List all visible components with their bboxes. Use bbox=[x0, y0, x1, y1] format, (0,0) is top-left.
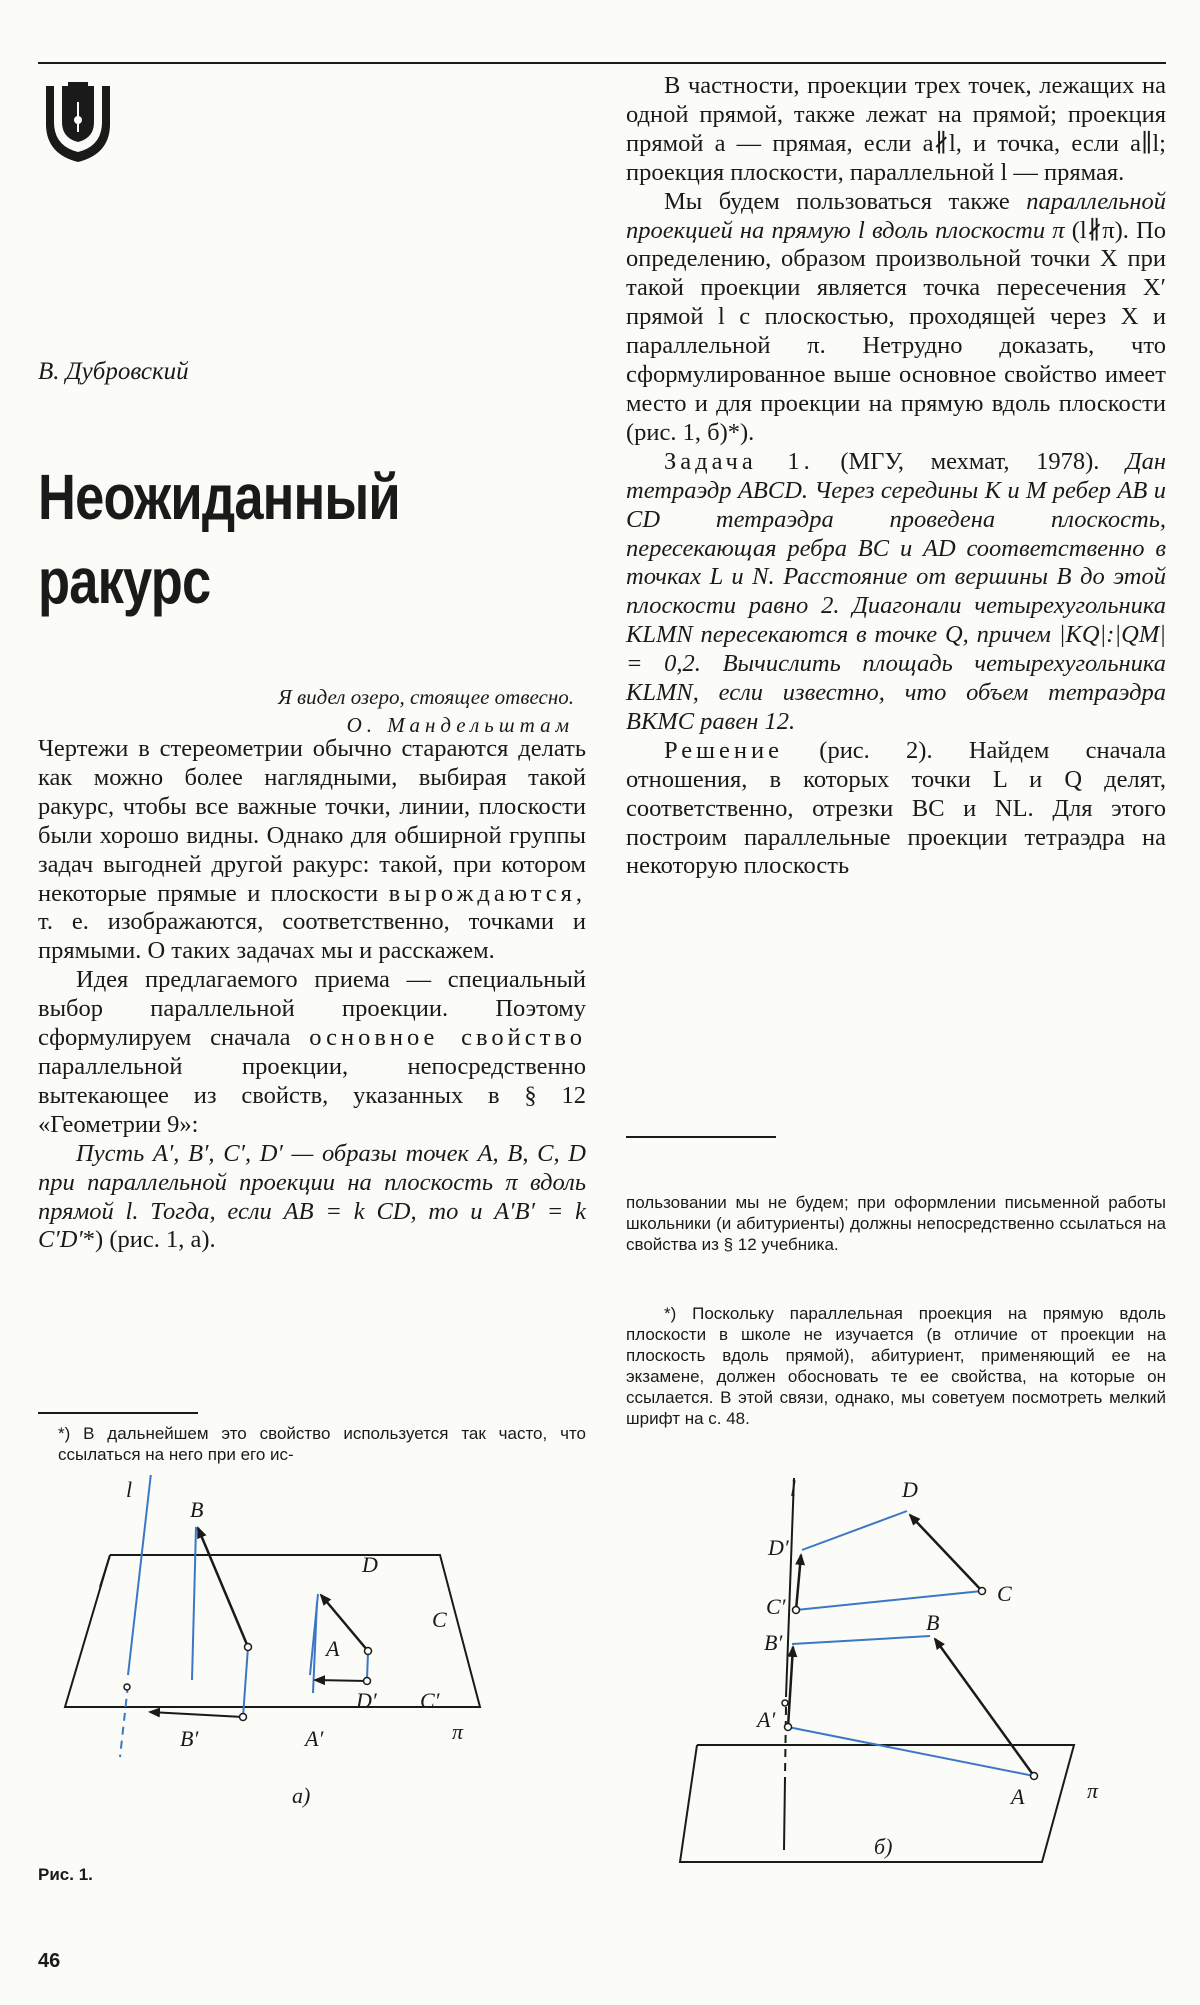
task-paragraph: Задача 1. (МГУ, мехмат, 1978). Дан тетраэдр ABCD. Через середины K и M ребер AB и CD тетраэдра проведена плоскость, пересекающая ребра BC и AD соответственно в точках L и N. Расстояние от вершины B до этой плоскости равно 2. Диагонали четырехугольника KLMN пересекаются в точке Q, причем |KQ|:|QM| = 0,2. Вычислить площадь четырехугольника KLMN, если известно, что объем тетраэдра BKMC равен 12. bbox=[626, 447, 1167, 735]
epigraph-author: О. Мандельштам bbox=[346, 713, 574, 737]
label-pi: π bbox=[1087, 1778, 1099, 1803]
paragraph: Мы будем пользоваться также параллельной проекцией на прямую l вдоль плоскости π (l∦π). По определению, образом произвольной точки X при такой проекции является точка пересечения X′ прямой l с плоскостью, проходящей через X и параллельной π. Нетрудно доказать, что сформулированное выше основное свойство имеет место и для проекции на прямую вдоль плоскости (рис. 1, б)*). bbox=[626, 187, 1166, 446]
label-B: B bbox=[926, 1610, 940, 1635]
epigraph bbox=[278, 683, 574, 739]
figure-caption: Рис. 1. bbox=[38, 1865, 93, 1884]
figure-a-sublabel: а) bbox=[292, 1783, 311, 1808]
label-Ap: A′ bbox=[757, 1707, 776, 1732]
paragraph: Чертежи в стереометрии обычно стараются делать как можно более наглядными, выбирая такой ракурс, чтобы все важные точки, линии, плоскости были хорошо видны. Однако для обширной группы задач выгодней другой ракурс: такой, при котором некоторые прямые и плоскости вырождаются, т. е. изображаются, соответственно, точками и прямыми. О таких задачах мы и расскажем. bbox=[38, 735, 587, 965]
label-C: C bbox=[432, 1607, 447, 1632]
solution-paragraph: Решение (рис. 2). Найдем сначала отношения, в которых точки L и Q делят, соответственно, отрезки BC и NL. Для этого построим параллельные проекции тетраэдра на некоторую плоскость bbox=[626, 736, 1167, 880]
title-line-2: ракурс bbox=[38, 545, 211, 617]
line-l bbox=[128, 1475, 151, 1675]
figure-b bbox=[612, 1475, 1172, 1870]
label-Cp: C′ bbox=[420, 1688, 440, 1713]
footnote-right-second: *) Поскольку параллельная проекция на прямую вдоль плоскости в школе не изучается (в отличие от проекции на плоскость вдоль прямой), абитуриент, применяющий ее на экзамене, должен обосновать те ее свойства, на которые он ссылается. В этой связи, однако, мы советуем посмотреть мелкий шрифт на с. 48. bbox=[626, 1304, 1166, 1428]
label-B: B bbox=[190, 1497, 204, 1522]
title-line-1: Неожиданный bbox=[38, 461, 400, 533]
paragraph: Идея предлагаемого приема — специальный выбор параллельной проекции. Поэтому сформулируем сначала основное свойство параллельной проекции, непосредственно вытекающее из свойств, указанных в § 12 «Геометрии 9»: bbox=[38, 966, 586, 1138]
theorem-paragraph: Пусть A′, B′, C′, D′ — образы точек A, B, C, D при параллельной проекции на плоскость π вдоль прямой l. Тогда, если AB = k CD, то и A′B′ = k C′D′*) (рис. 1, а). bbox=[38, 1139, 586, 1254]
label-D: D bbox=[362, 1552, 378, 1577]
footnote-right-continued: пользовании мы не будем; при оформлении письменной работы школьники (и абитуриенты) должны непосредственно ссылаться на свойства из § 12 учебника. bbox=[626, 1193, 1166, 1254]
figure-a bbox=[30, 1475, 580, 1860]
label-Cp: C′ bbox=[766, 1594, 786, 1619]
label-Dp: D′ bbox=[356, 1688, 377, 1713]
label-C: C bbox=[997, 1581, 1012, 1606]
label-Bp: B′ bbox=[180, 1726, 199, 1751]
label-pi: π bbox=[452, 1719, 464, 1744]
author: В. Дубровский bbox=[38, 358, 189, 385]
paragraph: В частности, проекции трех точек, лежащих на одной прямой, также лежат на прямой; проекция прямой a — прямая, если a∦l, и точка, если a∥l; проекция плоскости, параллельной l — прямая. bbox=[626, 72, 1166, 186]
top-rule bbox=[38, 62, 1166, 64]
journal-logo-icon bbox=[38, 72, 118, 164]
footnote-left: *) В дальнейшем это свойство используется так часто, что ссылаться на него при его ис- bbox=[58, 1424, 586, 1464]
footnote-rule bbox=[38, 1412, 198, 1414]
label-A: A bbox=[326, 1636, 340, 1661]
label-l: l bbox=[790, 1476, 797, 1501]
label-Bp: B′ bbox=[764, 1630, 783, 1655]
label-Ap: A′ bbox=[305, 1726, 324, 1751]
label-A: A bbox=[1011, 1784, 1025, 1809]
label-Dp: D′ bbox=[768, 1535, 789, 1560]
label-l: l bbox=[126, 1477, 133, 1502]
right-column bbox=[626, 72, 1166, 881]
left-column bbox=[38, 735, 586, 1255]
article-title bbox=[38, 455, 464, 623]
label-D: D bbox=[902, 1477, 918, 1502]
footnote-rule bbox=[626, 1136, 776, 1138]
epigraph-text: Я видел озеро, стоящее отвесно. bbox=[277, 685, 574, 709]
page-number: 46 bbox=[38, 1950, 61, 1972]
figure-b-sublabel: б) bbox=[874, 1834, 893, 1859]
